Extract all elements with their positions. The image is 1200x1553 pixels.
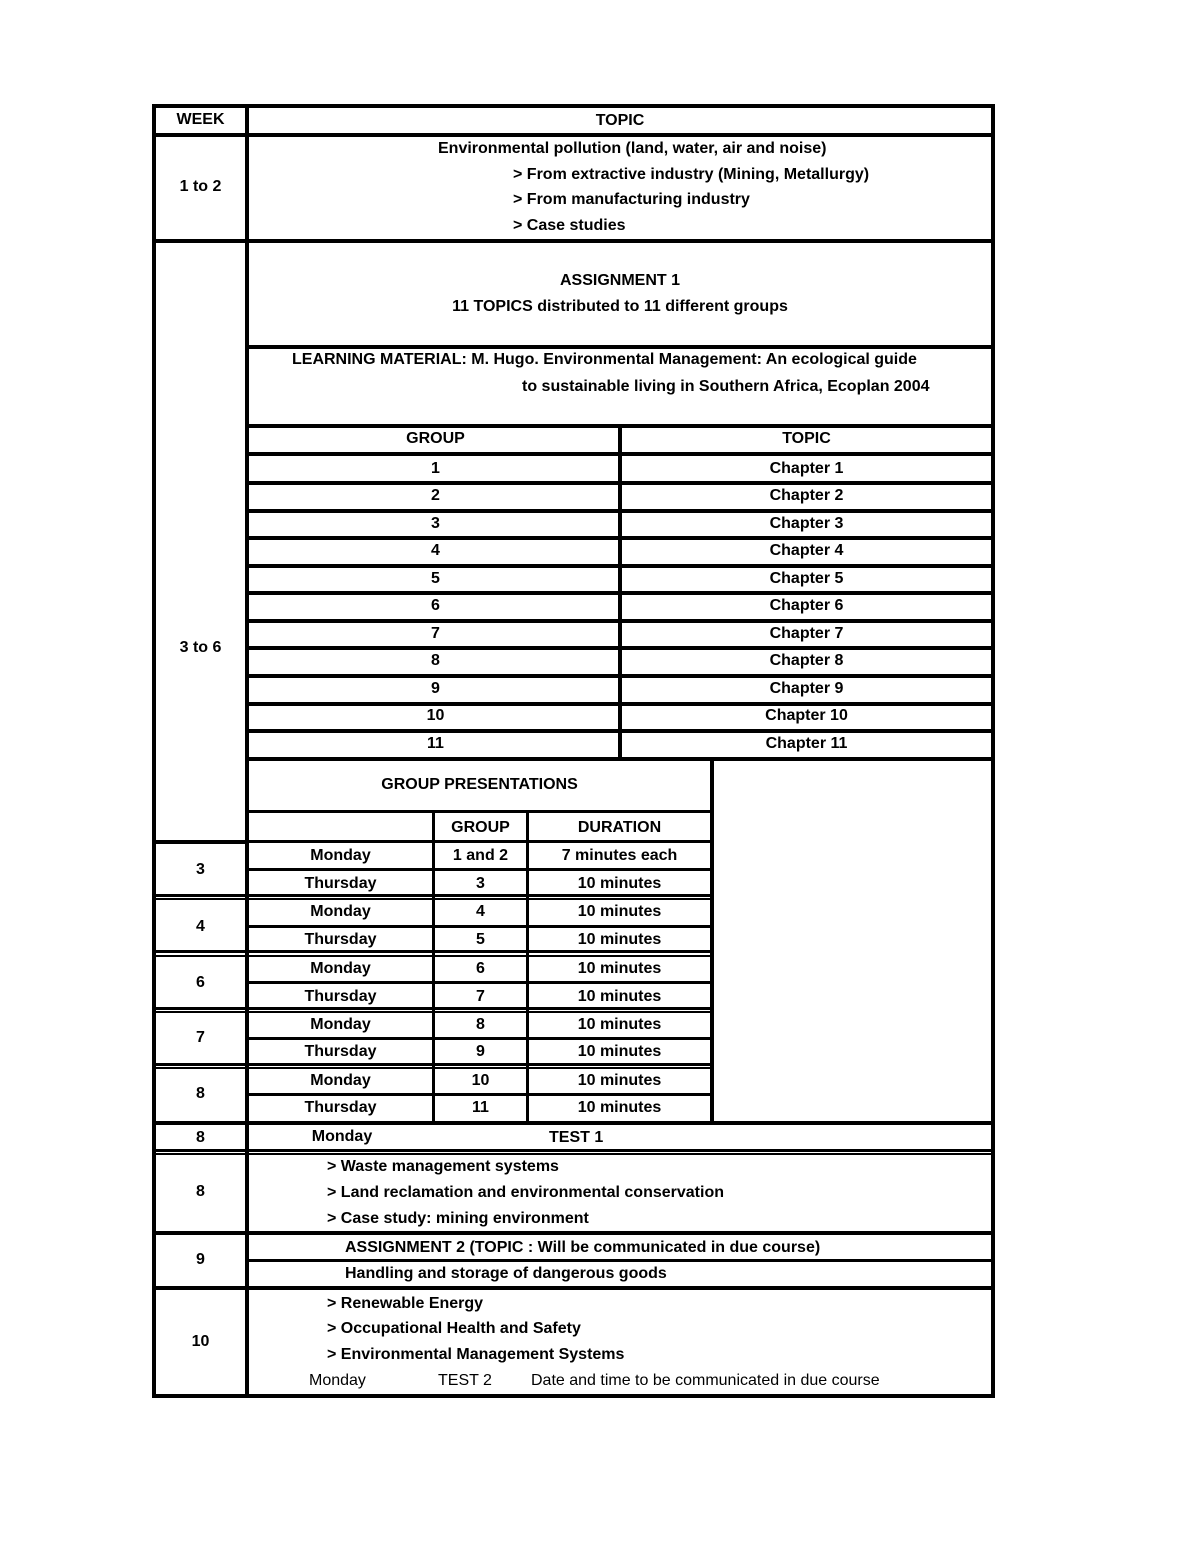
block8-item: > Waste management systems (327, 1158, 559, 1175)
table-border-left (152, 104, 156, 1398)
block1-item: > Case studies (513, 217, 626, 234)
block1-title: Environmental pollution (land, water, air and noise) (438, 140, 827, 157)
group-cell: 6 (431, 597, 440, 614)
pres-group: 1 and 2 (452, 847, 509, 864)
week-3-to-6: 3 to 6 (179, 639, 222, 656)
assignment1-title: ASSIGNMENT 1 (559, 272, 680, 289)
group-cell: 5 (431, 570, 440, 587)
topic-cell: Chapter 3 (769, 515, 844, 532)
pres-duration: 10 minutes (577, 1072, 662, 1089)
pres-group: 6 (476, 960, 485, 977)
test2-note: Date and time to be communicated in due course (531, 1372, 880, 1389)
rule-p7 (249, 1037, 714, 1040)
pres-col-group: GROUP (451, 819, 510, 836)
pres-group: 7 (476, 988, 485, 1005)
rule-p4a (152, 950, 714, 953)
rule-material-bottom (249, 424, 995, 428)
topic-cell: Chapter 1 (769, 460, 844, 477)
topic-cell: Chapter 10 (765, 707, 848, 724)
rule-p9 (249, 1093, 714, 1096)
rule-g1 (249, 481, 995, 485)
block8-item: > Case study: mining environment (327, 1210, 589, 1227)
rule-g11 (249, 757, 995, 761)
topic-cell: Chapter 8 (769, 652, 844, 669)
topic-cell: Chapter 9 (769, 680, 844, 697)
rule-test1-bottom-b (152, 1153, 995, 1155)
pres-group: 5 (476, 931, 485, 948)
rule-p3 (249, 925, 714, 928)
header-week: WEEK (176, 111, 225, 128)
rule-block9-bottom (152, 1286, 995, 1290)
rule-pres-title-bottom (249, 810, 714, 813)
pres-week-label: 8 (196, 1085, 205, 1102)
rule-p2b (152, 898, 714, 900)
block8-week: 8 (196, 1183, 205, 1200)
test1-label: TEST 1 (549, 1129, 604, 1146)
group-cell: 8 (431, 652, 440, 669)
block1-item: > From manufacturing industry (513, 191, 750, 208)
header-topic: TOPIC (595, 112, 645, 129)
pres-day: Monday (310, 903, 371, 920)
assignment1-subtitle: 11 TOPICS distributed to 11 different groups (452, 298, 788, 315)
rule-test1-top (152, 1121, 995, 1125)
block9-week: 9 (196, 1251, 205, 1268)
topic-cell: Chapter 11 (765, 735, 848, 752)
pres-day: Thursday (304, 1099, 377, 1116)
topic-cell: Chapter 6 (769, 597, 844, 614)
rule-g2 (249, 509, 995, 513)
rule-pres-header-bottom (249, 840, 714, 843)
learning-material-line2: to sustainable living in Southern Africa, Ecoplan 2004 (522, 378, 930, 395)
topic-cell: Chapter 2 (769, 487, 844, 504)
pres-duration: 10 minutes (577, 931, 662, 948)
rule-p8a (152, 1063, 714, 1066)
rule-p6b (152, 1011, 714, 1013)
rule-bottom (152, 1394, 995, 1398)
rule-g8 (249, 674, 995, 678)
pres-day: Thursday (304, 988, 377, 1005)
group-cell: 1 (431, 460, 440, 477)
pres-duration: 10 minutes (577, 875, 662, 892)
rule-g6 (249, 619, 995, 623)
pres-group: 11 (472, 1099, 489, 1116)
pres-group: 3 (476, 875, 485, 892)
group-cell: 10 (426, 707, 445, 724)
block10-item: > Environmental Management Systems (327, 1346, 625, 1363)
block10-item: > Occupational Health and Safety (327, 1320, 581, 1337)
pres-day: Monday (310, 1072, 371, 1089)
pres-duration: 10 minutes (577, 988, 662, 1005)
test2-day: Monday (309, 1372, 366, 1389)
pres-day: Monday (310, 960, 371, 977)
rule-p6a (152, 1007, 714, 1010)
assignment2-line: ASSIGNMENT 2 (TOPIC : Will be communicated in due course) (345, 1239, 821, 1256)
pres-duration: 10 minutes (577, 1016, 662, 1033)
pres-group: 9 (476, 1043, 485, 1060)
pres-duration: 10 minutes (577, 1099, 662, 1116)
pres-day: Thursday (304, 875, 377, 892)
pres-day: Monday (310, 1016, 371, 1033)
week-1-to-2: 1 to 2 (179, 178, 222, 195)
rule-block1-bottom (152, 239, 995, 243)
pres-group: 8 (476, 1016, 485, 1033)
group-cell: 2 (431, 487, 440, 504)
pres-group: 10 (471, 1072, 490, 1089)
rule-p8b (152, 1067, 714, 1069)
topic-cell: Chapter 7 (769, 625, 844, 642)
dangerous-goods-line: Handling and storage of dangerous goods (345, 1265, 667, 1282)
rule-p4b (152, 955, 714, 957)
pres-col-duration: DURATION (577, 819, 662, 836)
pres-day: Monday (310, 847, 371, 864)
pres-week-label: 3 (196, 861, 205, 878)
rule-test1-bottom-a (152, 1149, 995, 1152)
group-cell: 7 (431, 625, 440, 642)
block8-item: > Land reclamation and environmental conservation (327, 1184, 724, 1201)
rule-g10 (249, 729, 995, 733)
rule-week3-top (152, 840, 249, 844)
pres-duration: 10 minutes (577, 903, 662, 920)
block1-item: > From extractive industry (Mining, Metallurgy) (513, 166, 870, 183)
rule-g3 (249, 536, 995, 540)
pres-day: Thursday (304, 931, 377, 948)
block10-item: > Renewable Energy (327, 1295, 484, 1312)
rule-block9-mid (249, 1259, 995, 1262)
pres-week-label: 7 (196, 1029, 205, 1046)
rule-block8-bottom (152, 1231, 995, 1235)
pres-day: Thursday (304, 1043, 377, 1060)
col-group-header: GROUP (406, 430, 465, 447)
col-topic-header: TOPIC (782, 430, 831, 447)
rule-p5 (249, 981, 714, 984)
rule-g4 (249, 564, 995, 568)
table-border-right (991, 104, 995, 1398)
pres-week-label: 6 (196, 974, 205, 991)
pres-duration: 7 minutes each (561, 847, 678, 864)
pres-duration: 10 minutes (577, 960, 662, 977)
group-cell: 11 (427, 735, 444, 752)
test1-week: 8 (196, 1129, 205, 1146)
rule-p1 (249, 868, 714, 871)
rule-g7 (249, 646, 995, 650)
rule-assignment-bottom (249, 345, 995, 349)
rule-p2a (152, 894, 714, 897)
pres-duration: 10 minutes (577, 1043, 662, 1060)
pres-group: 4 (476, 903, 485, 920)
topic-cell: Chapter 4 (769, 542, 844, 559)
group-cell: 9 (431, 680, 440, 697)
rule-g5 (249, 591, 995, 595)
block10-week: 10 (191, 1333, 210, 1350)
group-cell: 3 (431, 515, 440, 532)
rule-header-bottom (152, 133, 995, 137)
test1-day: Monday (311, 1128, 373, 1145)
learning-material-line1: LEARNING MATERIAL: M. Hugo. Environmental Management: An ecological guide (292, 351, 917, 368)
pres-week-label: 4 (196, 918, 205, 935)
test2-label: TEST 2 (438, 1372, 492, 1389)
rule-top (152, 104, 995, 108)
presentations-title: GROUP PRESENTATIONS (381, 776, 578, 793)
group-cell: 4 (431, 542, 440, 559)
topic-cell: Chapter 5 (769, 570, 844, 587)
rule-g0 (249, 452, 995, 456)
